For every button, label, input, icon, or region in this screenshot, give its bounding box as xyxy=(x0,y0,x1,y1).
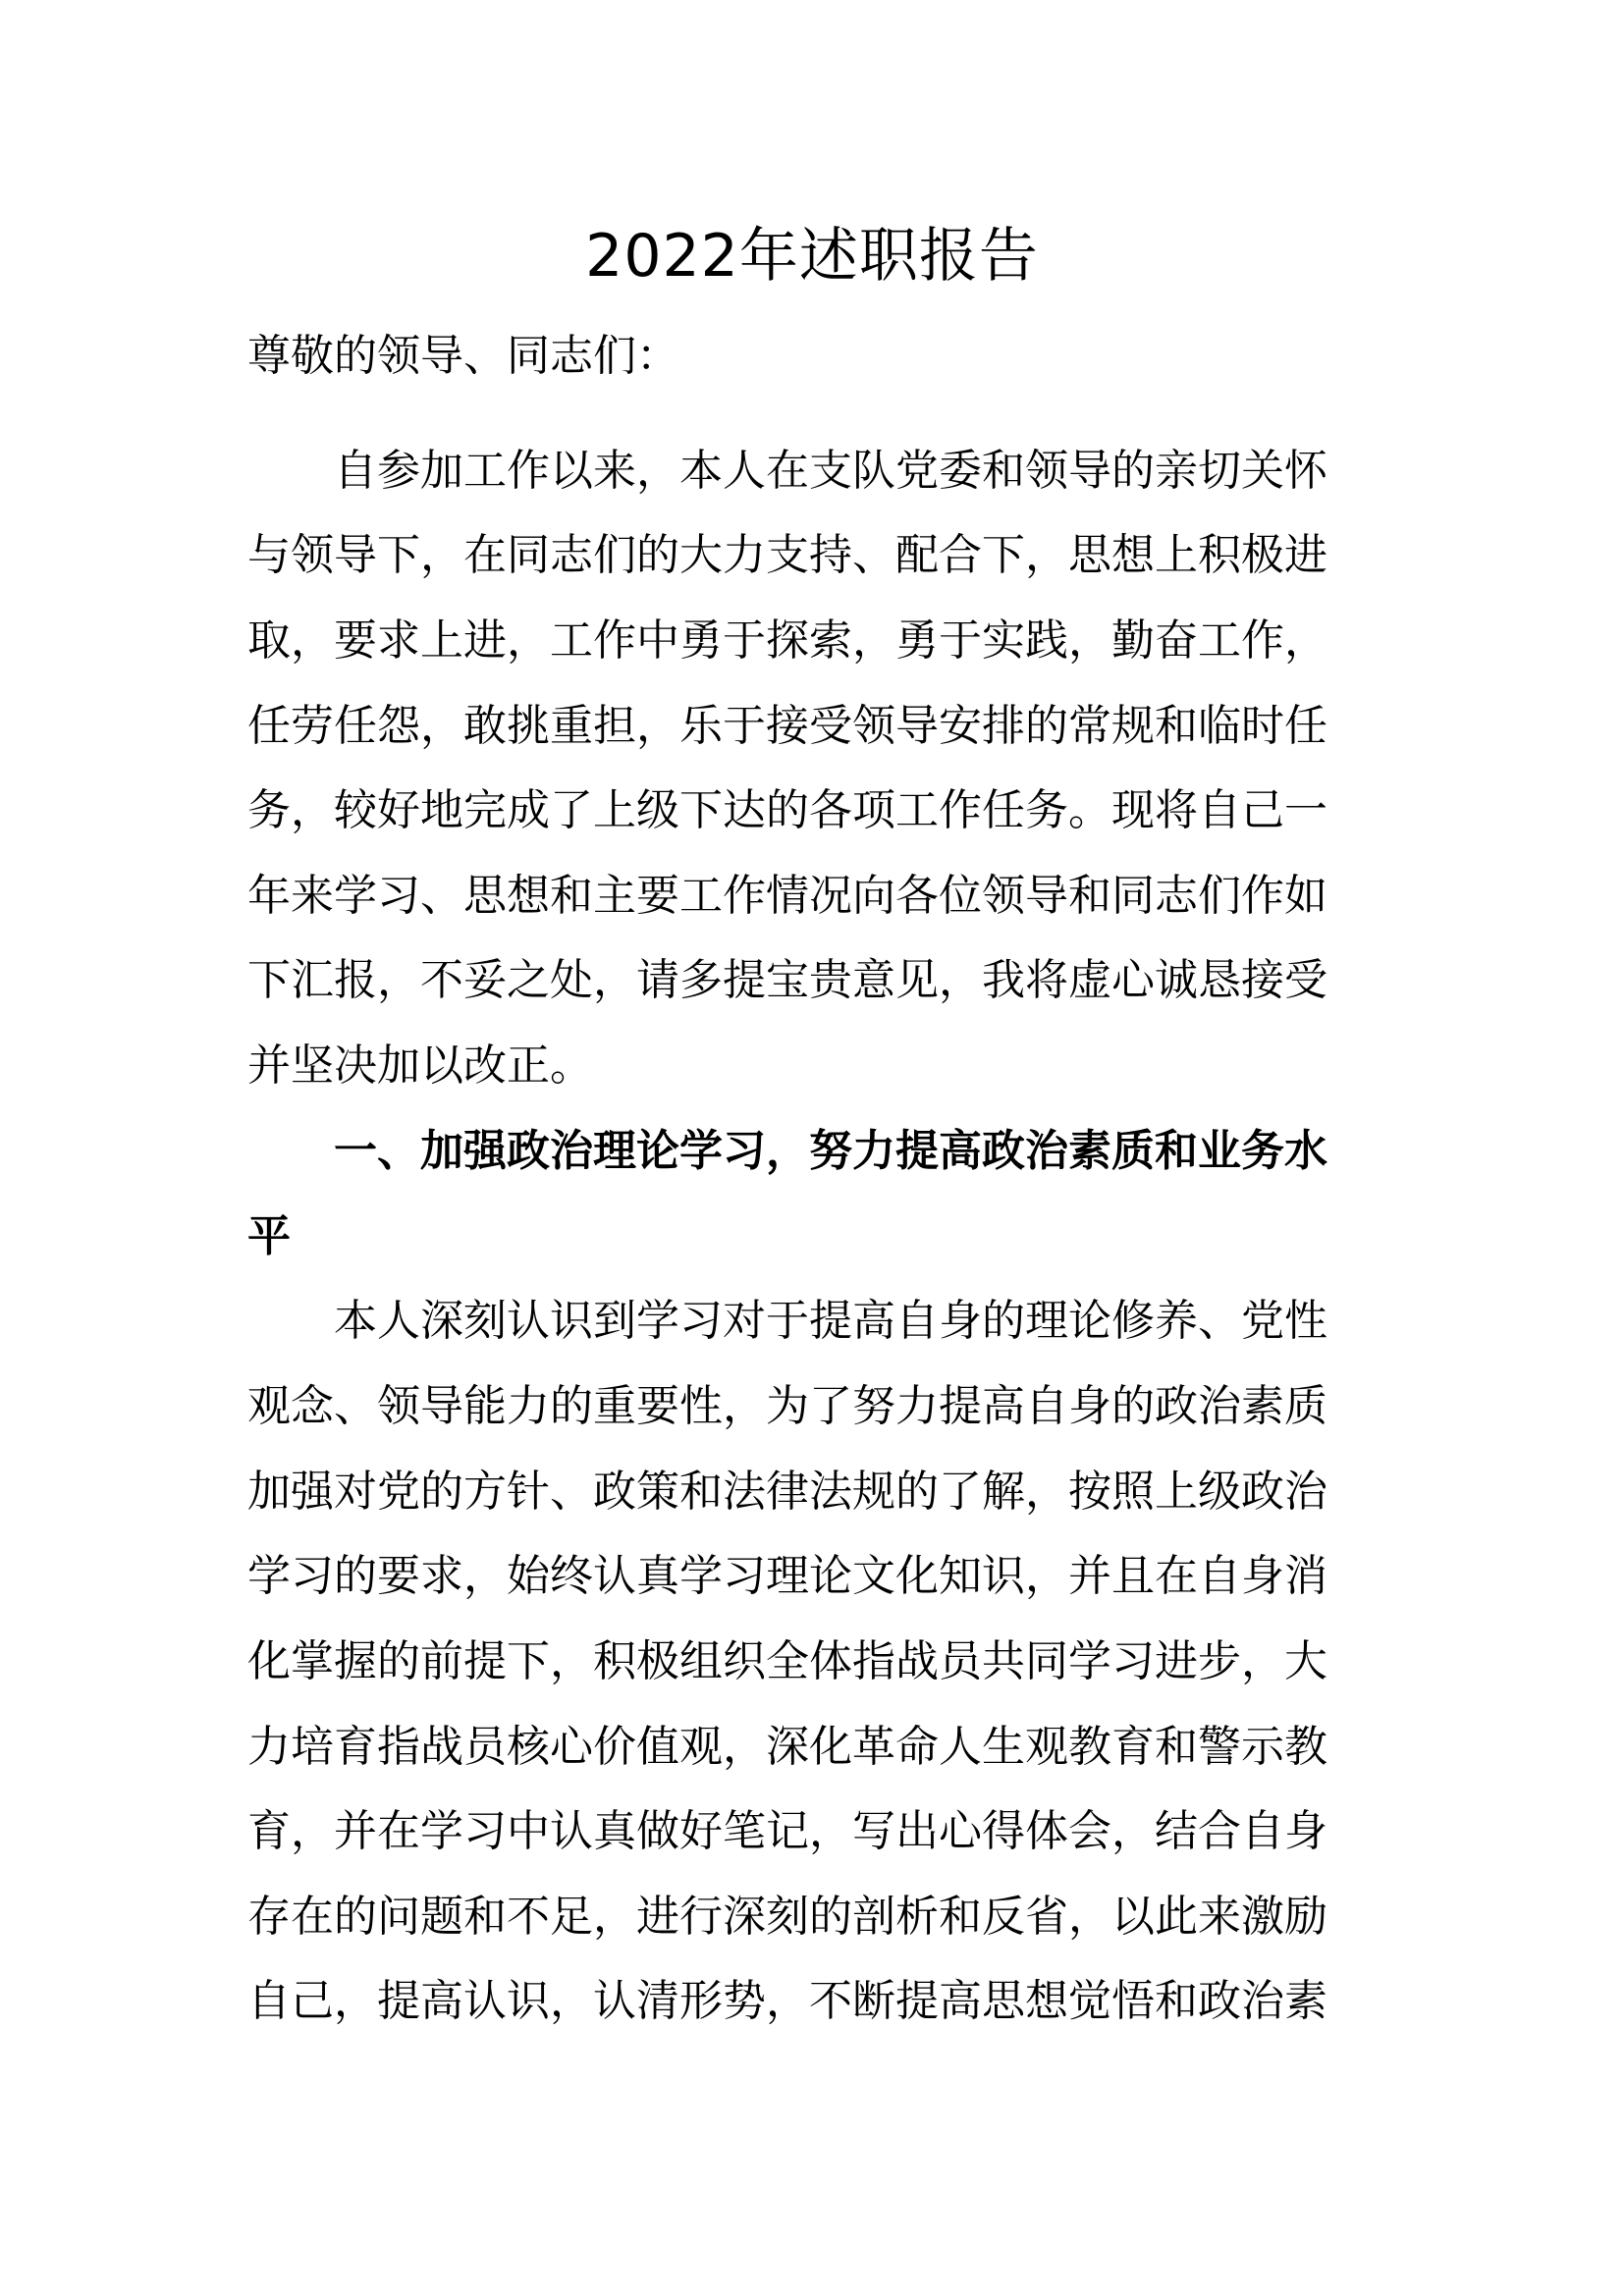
section-1-body-line-9: 自己，提高认识，认清形势，不断提高思想觉悟和政治素 xyxy=(247,1976,1327,2026)
intro-line-7: 下汇报，不妥之处，请多提宝贵意见，我将虚心诚恳接受 xyxy=(247,955,1327,1005)
document-title: 2022年述职报告 xyxy=(585,222,1039,291)
section-1-body-line-1: 本人深刻认识到学习对于提高自身的理论修养、党性 xyxy=(334,1296,1327,1346)
intro-line-2: 与领导下，在同志们的大力支持、配合下，思想上积极进 xyxy=(247,530,1327,580)
intro-line-8: 并坚决加以改正。 xyxy=(247,1041,593,1091)
section-1-heading-line-1: 一、加强政治理论学习，努力提高政治素质和业务水 xyxy=(334,1126,1327,1176)
section-1-body-line-6: 力培育指战员核心价值观，深化革命人生观教育和警示教 xyxy=(247,1722,1327,1772)
intro-line-5: 务，较好地完成了上级下达的各项工作任务。现将自己一 xyxy=(247,785,1327,835)
section-1-body-line-3: 加强对党的方针、政策和法律法规的了解，按照上级政治 xyxy=(247,1467,1327,1517)
section-1-body-line-5: 化掌握的前提下，积极组织全体指战员共同学习进步，大 xyxy=(247,1636,1327,1686)
section-1-heading-line-2: 平 xyxy=(247,1211,291,1261)
section-1-body-line-2: 观念、领导能力的重要性，为了努力提高自身的政治素质 xyxy=(247,1381,1327,1431)
intro-line-3: 取，要求上进，工作中勇于探索，勇于实践，勤奋工作， xyxy=(247,615,1327,666)
intro-line-4: 任劳任怨，敢挑重担，乐于接受领导安排的常规和临时任 xyxy=(247,701,1327,751)
section-1-body-line-8: 存在的问题和不足，进行深刻的剖析和反省，以此来激励 xyxy=(247,1892,1327,1942)
intro-line-1: 自参加工作以来，本人在支队党委和领导的亲切关怀 xyxy=(334,446,1327,496)
section-1-body-line-7: 育，并在学习中认真做好笔记，写出心得体会，结合自身 xyxy=(247,1806,1327,1856)
salutation: 尊敬的领导、同志们： xyxy=(247,331,679,381)
intro-line-6: 年来学习、思想和主要工作情况向各位领导和同志们作如 xyxy=(247,871,1327,921)
section-1-body-line-4: 学习的要求，始终认真学习理论文化知识，并且在自身消 xyxy=(247,1551,1327,1601)
